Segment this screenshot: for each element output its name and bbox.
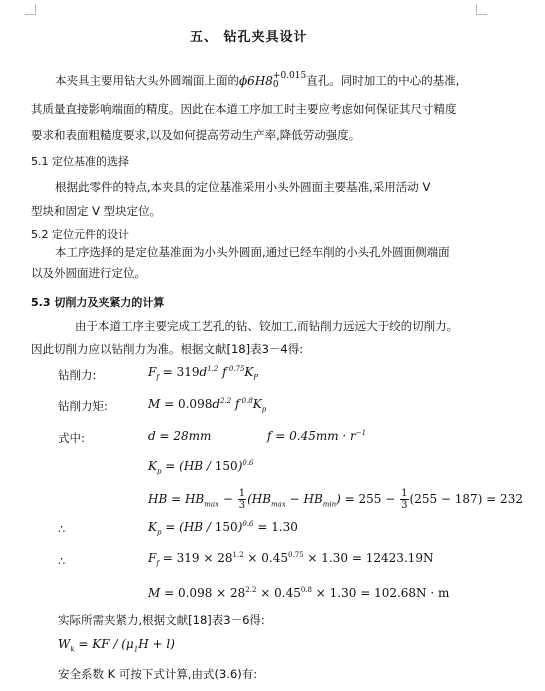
formula-kp: $K_p = (HB / 150)^{0.6}$: [148, 459, 254, 476]
formula-diameter: d = 28mm: [148, 429, 212, 443]
fraction-one-third-b: $\frac{1}{3}$: [401, 488, 408, 511]
label-where: 式中:: [58, 431, 85, 445]
section-5-2-line-2: 以及外圆面进行定位。: [31, 266, 146, 280]
page-title: 五、 钻孔夹具设计: [190, 30, 308, 45]
intro-line-3: 要求和表面粗糙度要求,以及如何提高劳动生产率,降低劳动强度。: [31, 128, 361, 142]
hb-result-paren: (255 − 187) = 232: [409, 492, 523, 506]
safety-factor-text: 安全系数 K 可按下式计算,由式(3.6)有:: [58, 667, 258, 681]
section-5-3-line-1: 由于本道工序主要完成工艺孔的钻、铰加工,而钻削力远远大于绞的切削力。: [75, 319, 459, 333]
formula-m-result: $M = 0.098 \times 28^{2.2} \times 0.45^{0.8} \times 1.30 = 102.68N \cdot m$: [148, 586, 450, 600]
fraction-one-third-a: $\frac{1}{3}$: [238, 488, 246, 511]
label-drilling-torque: 钻削力矩:: [58, 399, 108, 413]
formula-drilling-force: $F_f = 319d^{1.2}$ f $^{0.75}K_P$: [148, 365, 259, 382]
therefore-symbol-1: ∴: [58, 522, 66, 536]
therefore-symbol-2: ∴: [58, 554, 66, 568]
formula-hb: HB = $HB_{max}$ − $\frac{1}{3}$ $(HB_{max} - HB_{min}) = 255$ − $\frac{1}{3}$ (255 − 187) = 232: [148, 488, 523, 511]
intro-line-2: 其质量直接影响端面的精度。因此在本道工序加工时主要应考虑如何保证其尺寸精度: [31, 102, 457, 116]
section-5-1-heading: 5.1 定位基准的选择: [31, 155, 129, 168]
intro-line-1: [55, 72, 459, 90]
hole-tolerance: [239, 71, 307, 90]
kp-result-value: = 1.30: [257, 520, 298, 534]
label-drilling-force: 钻削力:: [58, 368, 97, 382]
page-corner-mark-top-right: [476, 4, 487, 15]
formula-clamping-force: $W_k$ = KF / $(\mu_1H + l)$: [58, 637, 175, 654]
section-5-1-line-2: 型块和固定 V 型块定位。: [31, 204, 162, 218]
section-5-1-line-1: 根据此零件的特点,本夹具的定位基准采用小头外圆面主要基准,采用活动 V: [55, 180, 431, 194]
formula-drilling-torque: $M = 0.098d^{2.2}$ f $^{0.8}K_p$: [148, 397, 267, 414]
formula-feed: [267, 429, 366, 443]
intro-text-post: 直孔。同时加工的中心的基准,: [306, 73, 460, 88]
m-result-value: = 102.68N · m: [360, 586, 450, 600]
hb-result-prefix: = 255 −: [344, 492, 400, 506]
section-5-3-heading: 5.3 切削力及夹紧力的计算: [31, 296, 165, 309]
tolerance-lower: 0: [272, 80, 279, 90]
section-5-2-heading: 5.2 定位元件的设计: [31, 228, 129, 241]
tolerance-base: ϕ6H8: [239, 73, 273, 88]
section-5-3-line-2: 因此切削力应以钻削力为准。根据文献[18]表3－4得:: [31, 342, 304, 356]
clamping-force-text: 实际所需夹紧力,根据文献[18]表3－6得:: [58, 613, 265, 627]
section-5-2-line-1: 本工序选择的是定位基准面为小头外圆面,通过已经车削的小头孔外圆面侧端面: [55, 245, 450, 259]
tolerance-upper: +0.015: [272, 71, 307, 81]
ff-result-value: = 12423.19N: [351, 551, 434, 565]
formula-kp-result: $K_p = (HB / 150)^{0.6} = 1.30$: [148, 520, 298, 537]
intro-text-pre: 本夹具主要用钻大头外圆端面上面的: [55, 73, 239, 88]
feed-exponent: −1: [355, 429, 367, 437]
feed-expression: f = 0.45mm · r: [267, 429, 356, 443]
page-corner-mark-top-left: [25, 4, 36, 15]
formula-ff-result: $F_f = 319 \times 28^{1.2} \times 0.45^{0.75} \times 1.30 = 12423.19N$: [148, 551, 434, 568]
